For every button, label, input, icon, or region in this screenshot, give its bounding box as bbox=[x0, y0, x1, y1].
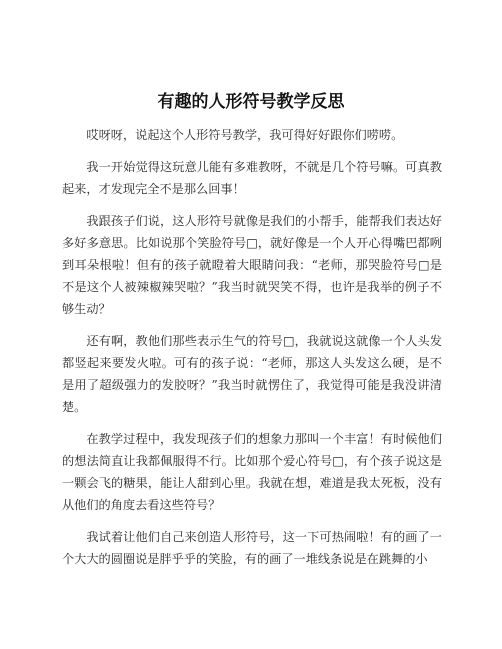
paragraph: 我试着让他们自己来创造人形符号，这一下可热闹啦！有的画了一个大大的圆圈说是胖乎乎的笑脸，有的画了一堆线条说是在跳舞的小 bbox=[62, 530, 442, 566]
paragraph: 我一开始觉得这玩意儿能有多难教呀，不就是几个符号嘛。可真教起来，才发现完全不是那么回事！ bbox=[62, 160, 442, 196]
document-body bbox=[62, 124, 442, 580]
paragraph: 我跟孩子们说，这人形符号就像是我们的小帮手，能帮我们表达好多好多意思。比如说那个笑脸符号□，就好像是一个人开心得嘴巴都咧到耳朵根啦！但有的孩子就瞪着大眼睛问我：“老师，那哭脸符号□是不是这个人被辣椒辣哭啦？”我当时就哭笑不得，也许是我举的例子不够生动？ bbox=[62, 214, 442, 316]
paragraph: 还有啊，教他们那些表示生气的符号□，我就说这就像一个人头发都竖起来要发火啦。可有的孩子说：“老师，那这人头发这么硬，是不是用了超级强力的发胶呀？”我当时就愣住了，我觉得可能是我没讲清楚。 bbox=[62, 334, 442, 414]
document-title: 有趣的人形符号教学反思 bbox=[157, 92, 345, 112]
paragraph: 在教学过程中，我发现孩子们的想象力那叫一个丰富！有时候他们的想法简直让我都佩服得不行。比如那个爱心符号□，有个孩子说这是一颗会飞的糖果，能让人甜到心里。我就在想，难道是我太死板，没有从他们的角度去看这些符号？ bbox=[62, 432, 442, 512]
paragraph: 哎呀呀，说起这个人形符号教学，我可得好好跟你们唠唠。 bbox=[86, 128, 404, 142]
